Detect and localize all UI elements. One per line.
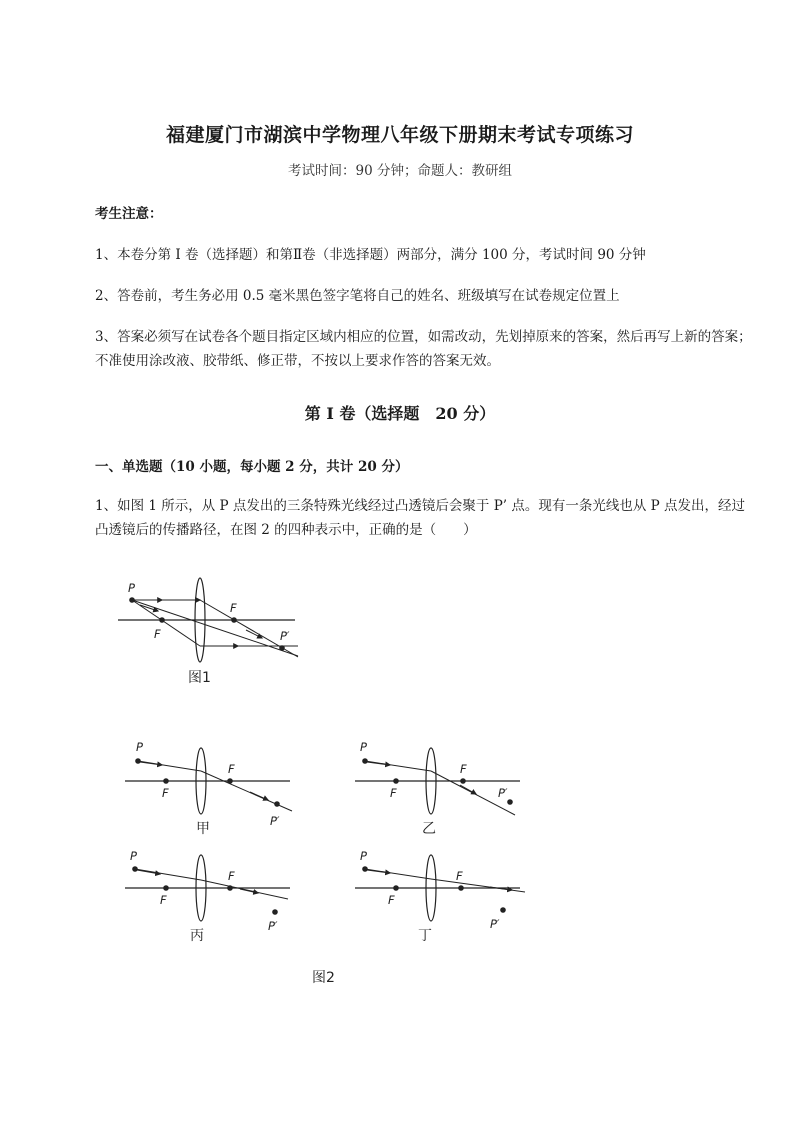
option-c-diagram bbox=[120, 842, 300, 947]
svg-text:F: F bbox=[160, 893, 167, 907]
notice-item-3: 3、答案必须写在试卷各个题目指定区域内相应的位置，如需改动，先划掉原来的答案，然后再写上新的答案；不准使用涂改液、胶带纸、修正带，不按以上要求作答的答案无效。 bbox=[95, 329, 752, 369]
svg-text:F: F bbox=[228, 762, 235, 776]
svg-text:F: F bbox=[460, 762, 467, 776]
point-p bbox=[129, 597, 135, 603]
option-c-label: 丙 bbox=[190, 928, 204, 944]
question-1-text: 1、如图 1 所示，从 P 点发出的三条特殊光线经过凸透镜后会聚于 P’ 点。现有一条光线也从 P 点发出，经过凸透镜后的传播路径，在图 2 的四种表示中，正确的是（ ） bbox=[95, 498, 746, 538]
option-b-label: 乙 bbox=[422, 821, 436, 837]
svg-text:P′: P′ bbox=[270, 814, 280, 828]
svg-text:P: P bbox=[360, 849, 367, 863]
svg-text:P: P bbox=[130, 849, 137, 863]
svg-text:F: F bbox=[388, 893, 395, 907]
label-p-prime: P′ bbox=[280, 629, 290, 643]
svg-text:F: F bbox=[162, 786, 169, 800]
notice-heading: 考生注意： bbox=[95, 206, 163, 222]
svg-text:P: P bbox=[136, 740, 143, 754]
option-a-label: 甲 bbox=[196, 821, 210, 837]
svg-text:F: F bbox=[456, 869, 463, 883]
ray-focal bbox=[132, 600, 200, 646]
label-p: P bbox=[128, 581, 135, 595]
section-title: 第 I 卷（选择题 20 分） bbox=[304, 404, 496, 423]
page-title: 福建厦门市湖滨中学物理八年级下册期末考试专项练习 bbox=[165, 124, 634, 146]
point-f-right bbox=[231, 617, 237, 623]
point-f-left bbox=[159, 617, 165, 623]
svg-text:P: P bbox=[360, 740, 367, 754]
notice-item-2: 2、答卷前，考生务必用 0.5 毫米黑色签字笔将自己的姓名、班级填写在试卷规定位置上 bbox=[95, 288, 620, 304]
figure-1 bbox=[110, 570, 310, 690]
figure-2-caption-wrap bbox=[300, 962, 360, 992]
question-group-heading: 一、单选题（10 小题，每小题 2 分，共计 20 分） bbox=[95, 459, 409, 475]
exam-info: 考试时间：90 分钟；命题人：教研组 bbox=[288, 163, 512, 179]
svg-text:F: F bbox=[228, 869, 235, 883]
svg-text:P′: P′ bbox=[268, 919, 278, 933]
figure-2-caption: 图2 bbox=[312, 970, 335, 986]
notice-item-1: 1、本卷分第 I 卷（选择题）和第Ⅱ卷（非选择题）两部分，满分 100 分，考试时间 90 分钟 bbox=[95, 247, 646, 263]
option-a-diagram bbox=[120, 735, 300, 840]
label-f-right: F bbox=[230, 601, 237, 615]
option-d-label: 丁 bbox=[418, 928, 432, 944]
svg-text:P′: P′ bbox=[490, 917, 500, 931]
svg-text:F: F bbox=[390, 786, 397, 800]
option-b-diagram bbox=[350, 735, 530, 840]
svg-text:P′: P′ bbox=[498, 786, 508, 800]
option-d-diagram bbox=[350, 842, 530, 947]
figure-1-caption: 图1 bbox=[188, 670, 211, 686]
label-f: F bbox=[154, 627, 161, 641]
point-p-prime bbox=[279, 645, 285, 651]
